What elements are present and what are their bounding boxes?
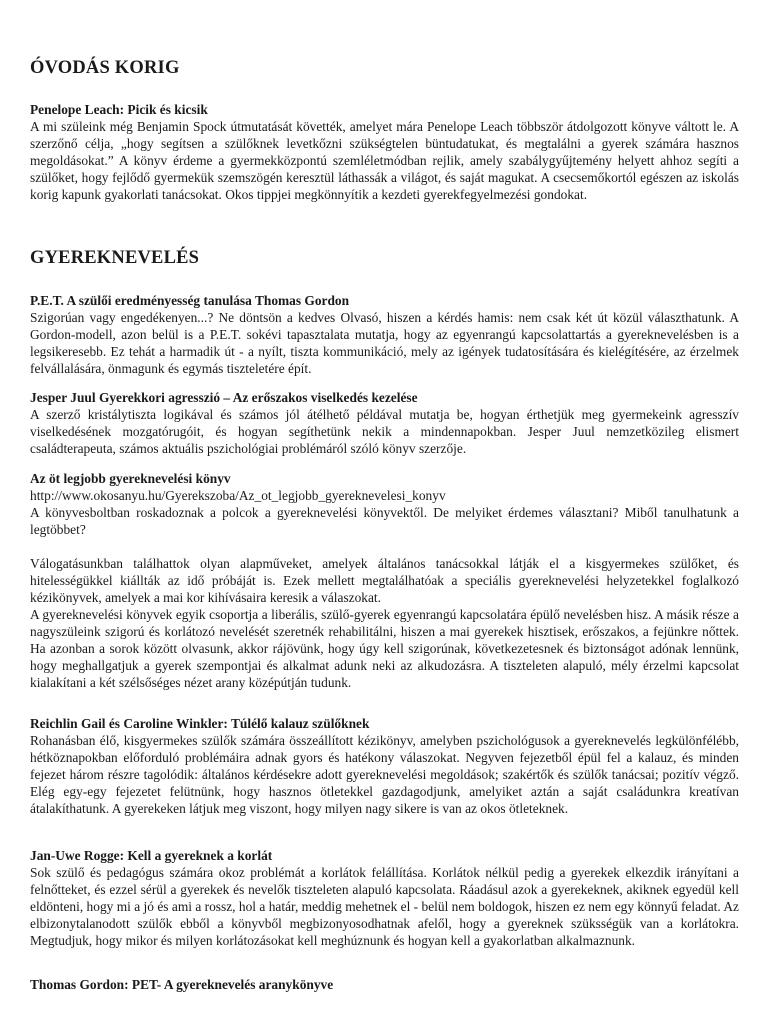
entry-text: A könyvesboltban roskadoznak a polcok a gyereknevelési könyvektől. De melyiket érdemes választani? Miből tanulhatunk a legtöbbet? <box>30 505 739 537</box>
entry-reichlin-winkler <box>30 715 739 817</box>
entry-title: Jan-Uwe Rogge: Kell a gyereknek a korlát <box>30 848 273 863</box>
entry-title: P.E.T. A szülői eredményesség tanulása Thomas Gordon <box>30 293 350 308</box>
entry-pet-gordon <box>30 292 739 377</box>
source-link[interactable]: http://www.okosanyu.hu/Gyerekszoba/Az_ot_legjobb_gyereknevelesi_konyv <box>30 488 446 503</box>
entry-text-3: A gyereknevelési könyvek egyik csoportja a liberális, szülő-gyerek egyenrangú kapcsolatára épülő nevelésben hisz. A másik része a nagyszüleink szigorú és korlátozó nevelését szeretnék rehabilitálni, hiszen a mai gyerekek hisztisek, erőszakos, a fejünkre nőttek. Ha azonban a sorok között olvasunk, akkor rájövünk, hogy úgy kell szigorúnak, következetesnek és biztonságot adónak lennünk, hogy meghallgatjuk a gyerek szempontjai és alkalmat adunk neki az alkudozásra. A tiszteleten alapuló, mély érzelmi kapcsolat kialakítani a két szélsőséges nézet arany középútján tudunk. <box>30 607 739 690</box>
entry-text-2: Válogatásunkban találhattok olyan alapműveket, amelyek általános tanácsokkal látják el a kisgyermekes szülőket, és hitelességükkel kiállták az idő próbáját is. Ezek mellett megtalálhatóak a speciális gyereknevelési helyzetekkel foglalkozó kézikönyvek, amelyek a mai kor kihívásaira keresik a válaszokat. <box>30 556 739 605</box>
entry-juul <box>30 389 739 457</box>
section-title-gyereknevelés: GYEREKNEVELÉS <box>30 248 200 268</box>
entry-title: Az öt legjobb gyereknevelési könyv <box>30 471 231 486</box>
entry-text: Szigorúan vagy engedékenyen...? Ne döntsön a kedves Olvasó, hiszen a kérdés hamis: nem csak két út közül választhatunk. A Gordon-modell, azon belül is a P.E.T. sokévi tapasztalata mutatja, hogy az egyenrangú kapcsolattartás a gyereknevelésben is a legsikeresebb. Ez tehát a harmadik út - a nyílt, tiszta kommunikáció, mely az igények tudatosítására és kielégítésére, az érzelmek felvállalására, önmagunk és egymás tiszteletére épít. <box>30 310 739 376</box>
entry-title: Jesper Juul Gyerekkori agresszió – Az erőszakos viselkedés kezelése <box>30 390 418 405</box>
entry-rogge <box>30 847 739 949</box>
entry-ot-legjobb <box>30 470 739 691</box>
entry-text: A mi szüleink még Benjamin Spock útmutatását követték, amelyet mára Penelope Leach többször átdolgozott könyve váltott le. A szerzőnő célja, „hogy segítsen a szülőknek levetkőzni szükségtelen büntudatukat, és megtalálni a gyerek számára hasznos megoldásokat.” A könyv érdeme a gyermekközpontú szemléletmódban rejlik, amely szabálygyűjtemény helyett ahhoz segíti a szülőket, hogy fejlődő gyermekük szemszögén keresztül láthassák a világot, és saját magukat. A csecsemőkortól egészen az iskolás korig kapunk gyakorlati tanácsokat. Okos tippjei megkönnyítik a kezdeti gyerekfegyelmezési gondokat. <box>30 119 739 202</box>
entry-leach <box>30 101 739 203</box>
section-title-ovodas-korig: ÓVODÁS KORIG <box>30 58 180 78</box>
entry-title: Thomas Gordon: PET- A gyereknevelés aranykönyve <box>30 977 334 992</box>
entry-text: Rohanásban élő, kisgyermekes szülők számára összeállított kézikönyv, amelyben pszichológusok a gyereknevelés legkülönfélébb, hétköznapokban előforduló problémáira adnak gyors és hatékony válaszokat. Negyven fejezetből épül fel a kalauz, és minden fejezet három részre tagolódik: általános kérdésekre adott gyereknevelési megoldások; szakértők és szülők tanácsai; pozitív végző. Elég egy-egy fejezetet felütnünk, hogy hasznos ötletekkel gazdagodjunk, amelyiket aztán a saját családunkra kreatívan átalakíthatunk. A gyerekeken látjuk meg viszont, hogy milyen nagy sikere is van az okos ötleteknek. <box>30 733 739 816</box>
entry-title: Reichlin Gail és Caroline Winkler: Túlélő kalauz szülőknek <box>30 716 370 731</box>
entry-text: A szerző kristálytiszta logikával és számos jól átélhető példával mutatja be, hogyan érthetjük meg gyermekeink agresszív viselkedésének mozgatórugóit, és hogyan segíthetünk nekik a mindennapokban. Jesper Juul nemzetközileg elismert családterapeuta, számos aktuális pszichológiai problémáról szóló könyv szerzője. <box>30 407 739 456</box>
entry-text: Sok szülő és pedagógus számára okoz problémát a korlátok felállítása. Korlátok nélkül pedig a gyerekek elkezdik irányítani a felnőtteket, és ezzel sérül a gyerekek és nevelők tiszteleten alapuló kapcsolata. Ráadásul azok a gyerekeknek, akiknek egyedül kell eldönteni, hogy mi a jó és ami a rossz, hol a határ, meddig mehetnek el - belül nem boldogok, hiszen ez nem egy könnyű feladat. Az elbizonytalanodott szülők ebből a könyvből megbizonyosodhatnak afelől, hogy a gyereknek szüksségük van a korlátokra. Megtudjuk, hogy mikor és milyen korlátozásokat kell meghúznunk és hogyan kell a gyakorlatban alkalmaznunk. <box>30 865 739 948</box>
entry-gordon-aranykonyv <box>30 976 739 993</box>
entry-title: Penelope Leach: Picik és kicsik <box>30 102 208 117</box>
